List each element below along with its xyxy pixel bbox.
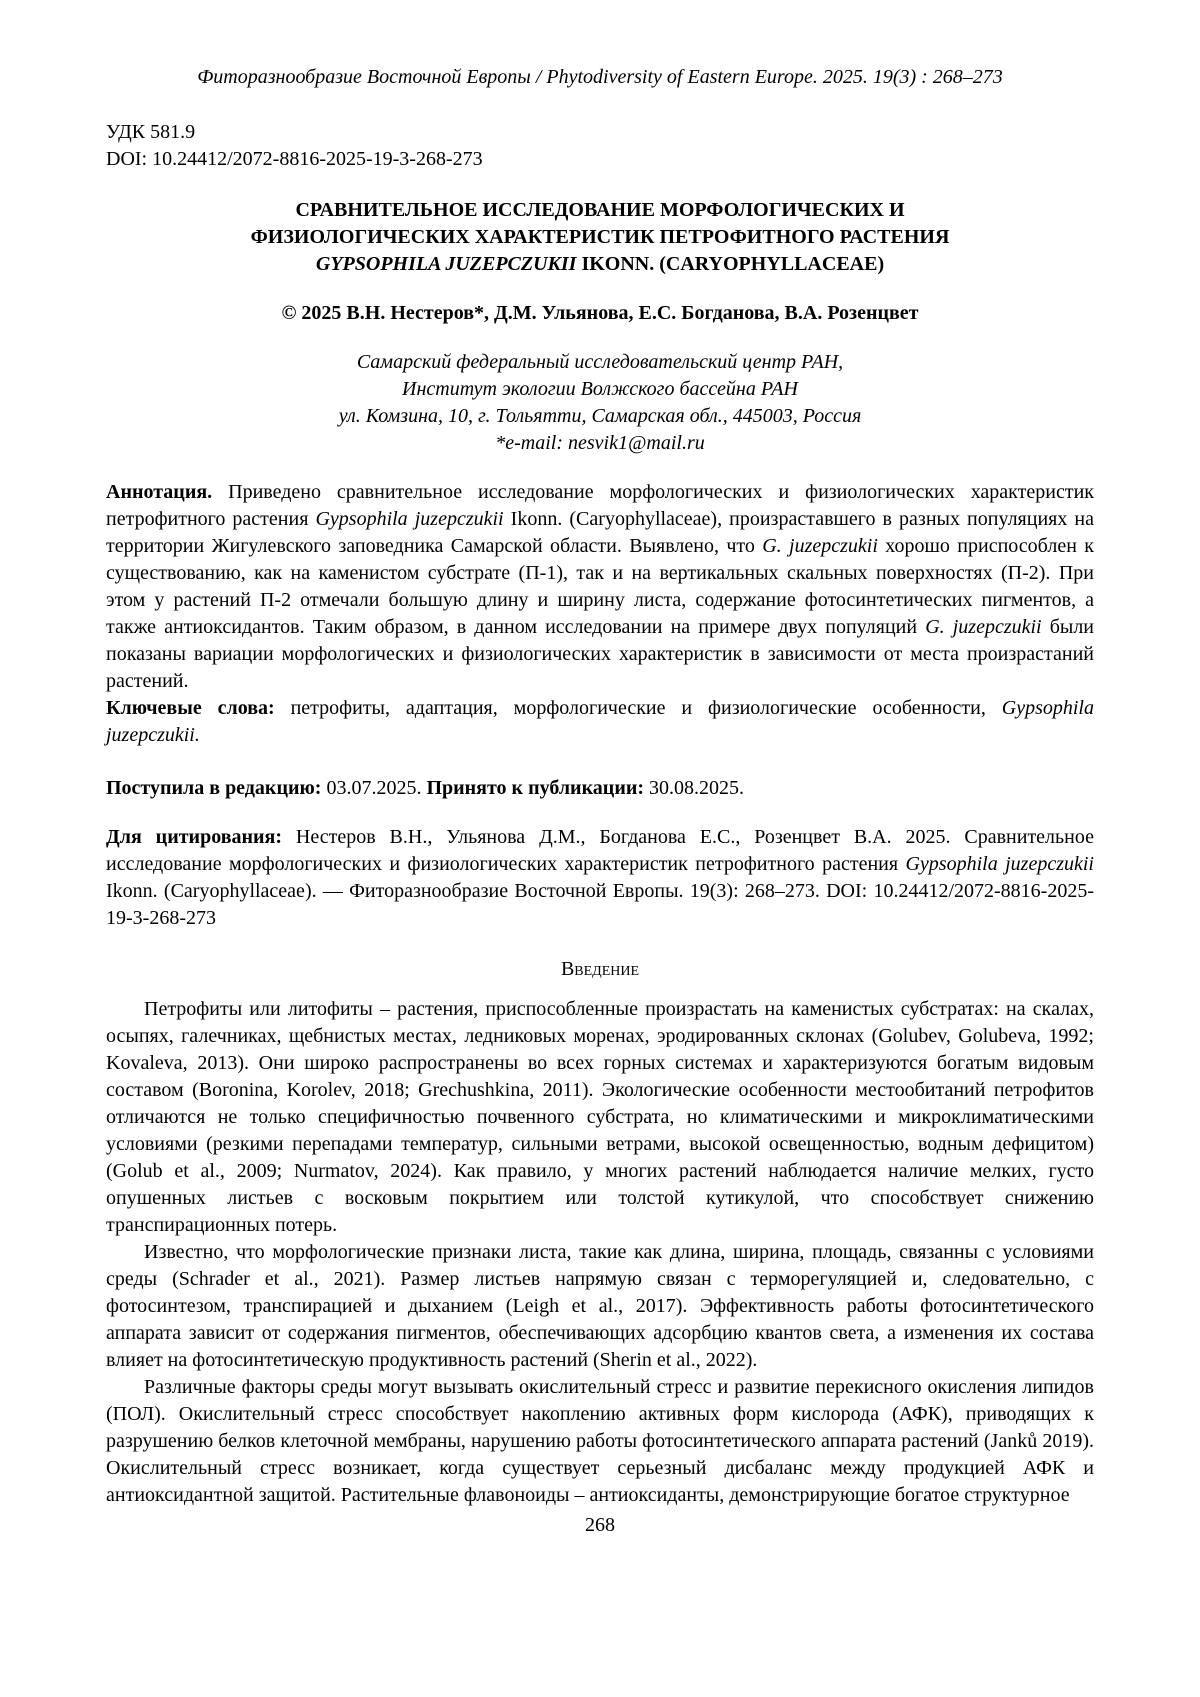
introduction-paragraph-3: Различные факторы среды могут вызывать окислительный стресс и развитие перекисного окисления липидов (ПОЛ). Окислительный стресс способствует накоплению активных форм кислорода (АФК), приводящих к разрушению белков клеточной мембраны, нарушению работы фотосинтетического аппарата растений (Janků 2019). Окислительный стресс возникает, когда существует серьезный дисбаланс между продукцией АФК и антиоксидантной защитой. Растительные флавоноиды – антиоксиданты, демонстрирующие богатое структурное (106, 1376, 1094, 1506)
citation-paragraph (106, 824, 1094, 932)
citation-text-1: Нестеров В.Н., Ульянова Д.М., Богданова Е.С., Розенцвет В.А. 2025. Сравнительное исследование морфологических и физиологических характеристик петрофитного растения (106, 826, 1094, 875)
introduction-paragraph-2: Известно, что морфологические признаки листа, такие как длина, ширина, площадь, связанны с условиями среды (Schrader et al., 2021). Размер листьев напрямую связан с терморегуляцией и, следовательно, с фотосинтезом, транспирацией и дыханием (Leigh et al., 2017). Эффективность работы фотосинтетического аппарата зависит от содержания пигментов, обеспечивающих адсорбцию квантов света, а изменения их состава влияет на фотосинтетическую продуктивность растений (Sherin et al., 2022). (106, 1241, 1094, 1371)
udk-line: УДК 581.9 (106, 121, 196, 143)
keywords-label: Ключевые слова: (106, 697, 275, 719)
title-species-name: GYPSOPHILA JUZEPCZUKII (315, 253, 577, 275)
affiliation-line-3: ул. Комзина, 10, г. Тольятти, Самарская обл., 445003, Россия (338, 405, 862, 427)
journal-header: Фиторазнообразие Восточной Европы / Phytodiversity of Eastern Europe. 2025. 19(3) : 268–273 (197, 66, 1003, 88)
species-name-italic: G. juzepczukii (925, 616, 1042, 638)
abstract-text-2: Ikonn. (Caryophyllaceae), произраставшего в разных популяциях на территории Жигулевского заповедника Самарской области. Выявлено, что (106, 508, 1094, 557)
abstract-text-3: хорошо приспособлен к существованию, как на каменистом субстрате (П-1), так и на вертикальных скальных поверхностях (П-2). При этом у растений П-2 отмечали большую длину и ширину листа, содержание фотосинтетических пигментов, а также антиоксидантов. Таким образом, в данном исследовании на примере двух популяций (106, 535, 1094, 638)
title-line-2: ФИЗИОЛОГИЧЕСКИХ ХАРАКТЕРИСТИК ПЕТРОФИТНОГО РАСТЕНИЯ (250, 226, 950, 248)
title-line-3 (106, 251, 1094, 278)
introduction-heading: Введение (560, 958, 640, 980)
abstract-paragraph (106, 479, 1094, 695)
species-name-italic: G. juzepczukii (762, 535, 878, 557)
species-name-italic: Gypsophila juzepczukii (905, 853, 1094, 875)
doi-line: DOI: 10.24412/2072-8816-2025-19-3-268-273 (106, 148, 483, 170)
title-line-1: СРАВНИТЕЛЬНОЕ ИССЛЕДОВАНИЕ МОРФОЛОГИЧЕСКИХ И (295, 199, 905, 221)
keywords-text: петрофиты, адаптация, морфологические и физиологические особенности, (274, 697, 1002, 719)
accepted-date: 30.08.2025. (644, 777, 745, 799)
article-title (106, 197, 1094, 278)
species-name-italic: Gypsophila juzepczukii. (106, 697, 1094, 746)
article-meta (106, 119, 1094, 173)
authors-line: © 2025 В.Н. Нестеров*, Д.М. Ульянова, Е.С. Богданова, В.А. Розенцвет (281, 302, 919, 324)
email-line: *e-mail: nesvik1@mail.ru (495, 432, 705, 454)
received-date: 03.07.2025. (321, 777, 427, 799)
dates-line (106, 775, 1094, 802)
affiliation-block (106, 349, 1094, 457)
citation-label: Для цитирования: (106, 826, 283, 848)
accepted-label: Принято к публикации: (426, 777, 645, 799)
keywords-paragraph (106, 695, 1094, 749)
received-label: Поступила в редакцию: (106, 777, 322, 799)
affiliation-line-1: Самарский федеральный исследовательский центр РАН, (356, 351, 844, 373)
abstract-label: Аннотация. (106, 481, 213, 503)
introduction-paragraph-1: Петрофиты или литофиты – растения, приспособленные произрастать на каменистых субстратах: на скалах, осыпях, галечниках, щебнистых местах, ледниковых моренах, эродированных склонах (Golubev, Golubeva, 1992; Kovaleva, 2013). Они широко распространены во всех горных системах и характеризуются богатым видовым составом (Boronina, Korolev, 2018; Grechushkina, 2011). Экологические особенности местообитаний петрофитов отличаются не только специфичностью почвенного субстрата, но климатическими и микроклиматическими условиями (резкими перепадами температур, сильными ветрами, высокой освещенностью, водным дефицитом) (Golub et al., 2009; Nurmatov, 2024). Как правило, у многих растений наблюдается наличие мелких, густо опушенных листьев с восковым покрытием или толстой кутикулой, что способствует снижению транспирационных потерь. (106, 998, 1094, 1236)
page-number: 268 (585, 1514, 615, 1536)
citation-text-2: Ikonn. (Caryophyllaceae). — Фиторазнообразие Восточной Европы. 19(3): 268–273. DOI: 10.24412/2072-8816-2025-19-3-268-273 (106, 880, 1094, 929)
species-name-italic: Gypsophila juzepczukii (315, 508, 504, 530)
affiliation-line-2: Институт экологии Волжского бассейна РАН (402, 378, 798, 400)
title-species-authority: IKONN. (CARYOPHYLLACEAE) (576, 253, 885, 275)
abstract-text-4: были показаны вариации морфологических и физиологических характеристик в зависимости от места произрастаний растений. (106, 616, 1095, 692)
abstract-text-1: Приведено сравнительное исследование морфологических и физиологических характеристик петрофитного растения (106, 481, 1094, 530)
